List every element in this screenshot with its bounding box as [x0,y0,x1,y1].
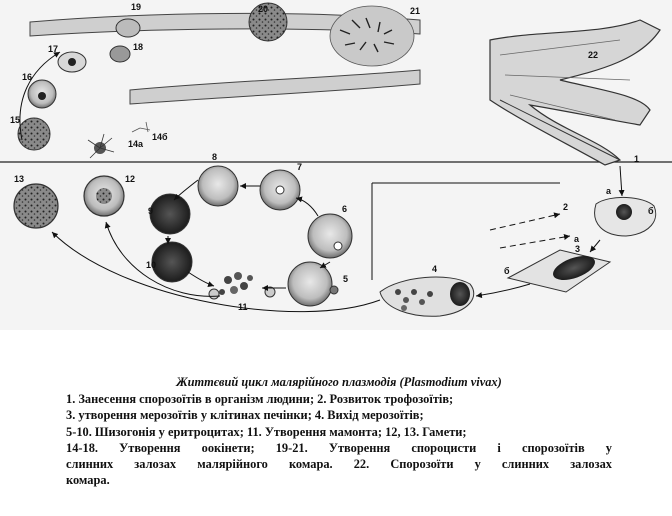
stage-number-15: 15 [10,115,21,125]
stage-number-10: 10 [146,260,157,270]
part-letter-1: а [606,186,612,196]
caption-line-4: 14-18. Утворення оокінети; 19-21. Утворення спороцисти і спорозоїтів у [66,440,612,455]
stage-number-18: 18 [133,42,144,52]
caption-line-2: 3. утворення мерозоїтів у клітинах печінки; 4. Вихід мерозоїтів; [66,408,424,423]
stage-number-19: 19 [131,2,142,12]
stage-number-22: 22 [588,50,599,60]
stage-number-13: 13 [14,174,25,184]
stage-number-8: 8 [212,152,218,162]
gamete-in-mosquito [18,118,50,150]
stage-number-16: 16 [22,72,33,82]
figure-caption [66,374,612,488]
liver-cell-trophozoite [595,197,656,236]
stage-number-7: 7 [297,162,303,172]
sporozoites-burst [330,6,414,66]
caption-line-5: слинних залозах малярійного комара. 22. Спорозоїти у слинних залозах [66,457,612,472]
stage-number-5: 5 [343,274,349,284]
caption-title: Життєвий цикл малярійного плазмодія (Plasmodium vivax) [176,375,502,389]
part-letter-2: б [648,206,654,216]
ookinete [110,46,130,62]
rbc-stage-6 [308,214,352,258]
stage-number-1: 1 [634,154,640,164]
rbc-stage-9 [150,194,190,234]
rbc-stage-8 [198,166,238,206]
macrogametocyte [14,184,58,228]
part-letter-3: а [574,234,580,244]
stage-number-14б: 14б [152,132,168,142]
stage-number-17: 17 [48,44,59,54]
caption-line-3: 5-10. Шизогонія у еритроцитах; 11. Утворення мамонта; 12, 13. Гамети; [66,424,467,439]
part-letter-4: б [504,266,510,276]
stage-number-11: 11 [238,302,248,312]
rbc-stage-10 [152,242,192,282]
stage-number-14a: 14a [128,139,144,149]
ookinete-early [116,19,140,37]
stage-number-6: 6 [342,204,348,214]
rbc-stage-5 [288,262,332,306]
stage-number-9: 9 [148,206,154,216]
stage-number-20: 20 [258,4,269,14]
stage-number-3: 3 [575,244,581,254]
stage-number-4: 4 [432,264,438,274]
caption-line-6: комара. [66,473,110,488]
stage-number-21: 21 [410,6,421,16]
caption-line-1: 1. Занесення спорозоїтів в організм людини; 2. Розвиток трофозоїтів; [66,392,454,407]
stage-number-12: 12 [125,174,136,184]
stage-number-2: 2 [563,202,569,212]
